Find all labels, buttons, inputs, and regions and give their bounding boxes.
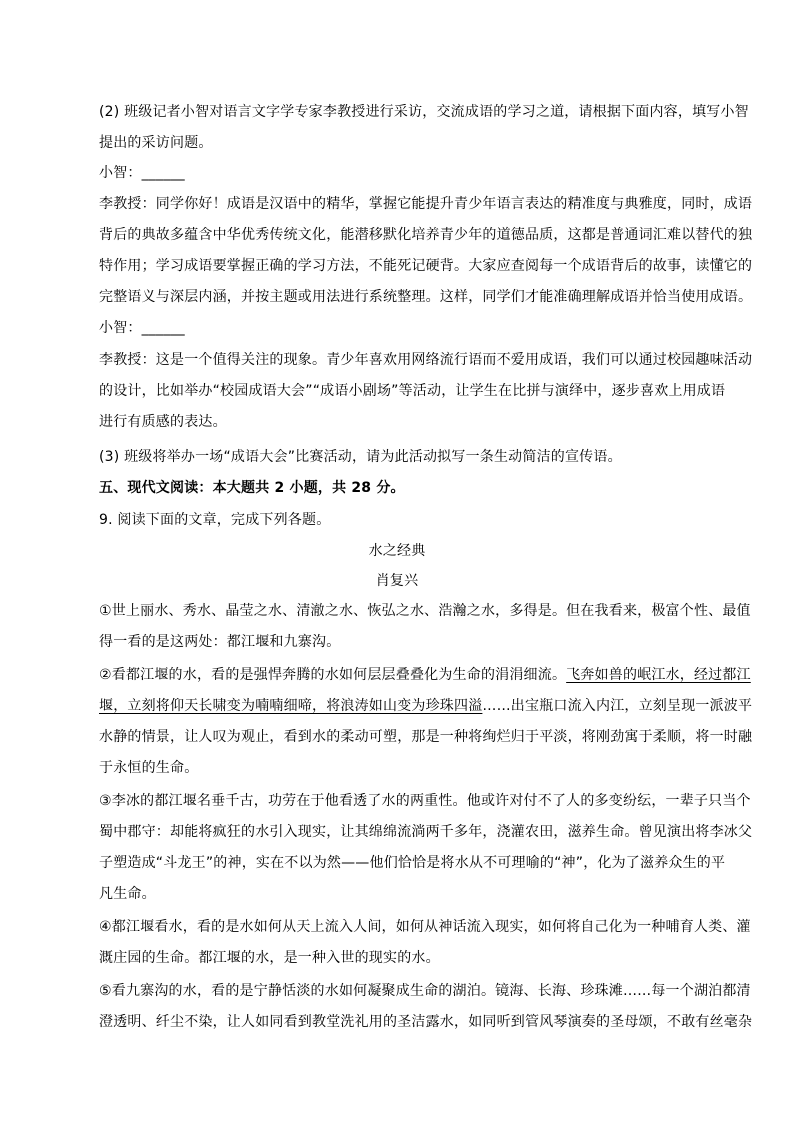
paragraph-2-line-3: 水静的情景，让人叹为观止，看到水的柔动可塑，那是一种将绚烂归于平淡，将刚劲寓于柔顺，将一时融 [99,729,753,745]
article-title: 水之经典 [368,543,426,559]
professor-reply-1-line-3: 特作用；学习成语要掌握正确的学习方法，不能死记硬背。大家应查阅每一个成语背后的故事，读懂它的 [99,258,753,274]
professor-reply-1-line-4: 完整语义与深层内涵，并按主题或用法进行系统整理。这样，同学们才能准确理解成语并恰当使用成语。 [99,289,753,305]
q9-prompt: 9. 阅读下面的文章，完成下列各题。 [99,512,331,528]
paragraph-2-text: ②看都江堰的水，看的是强悍奔腾的水如何层层叠叠化为生命的涓涓细流。 [99,667,567,683]
paragraph-2-line-2 [99,696,753,716]
paragraph-3-line-2: 蜀中郡守：却能将疯狂的水引入现实，让其绵绵流淌两千多年，浇灌农田，滋养生命。曾见演出将李冰父 [99,824,753,840]
xiaozhi-answer-2: 小智：______ [99,320,185,336]
paragraph-4-line-1: ④都江堰看水，看的是水如何从天上流入人间，如何从神话流入现实，如何将自己化为一种哺育人类、灌 [99,919,751,935]
paragraph-5-line-1: ⑤看九寨沟的水，看的是宁静恬淡的水如何凝聚成生命的湖泊。镜海、长海、珍珠滩……每一个湖泊都清 [99,983,751,999]
paragraph-1-line-2: 得一看的是这两处：都江堰和九寨沟。 [99,634,341,650]
paragraph-2-underlined-text: 飞奔如兽的岷江水，经过都江 [566,667,751,683]
q3-prompt: (3) 班级将举办一场“成语大会”比赛活动，请为此活动拟写一条生动简洁的宣传语。 [99,449,622,465]
paragraph-3-line-4: 凡生命。 [99,886,156,902]
paragraph-2-underlined-text-cont: 堰，立刻将仰天长啸变为喃喃细啼，将浪涛如山变为珍珠四溢 [99,698,483,714]
paragraph-2-line-4: 于永恒的生命。 [99,760,199,776]
section-5-heading: 五、现代文阅读：本大题共 2 小题，共 28 分。 [99,480,405,496]
professor-reply-1-line-2: 背后的典故多蕴含中华优秀传统文化，能潜移默化培养青少年的道德品质，这都是普通词汇难以替代的独 [99,227,753,243]
professor-reply-2-line-2: 的设计，比如举办“校园成语大会”“成语小剧场”等活动，让学生在比拼与演绎中，逐步喜欢上用成语 [99,383,726,399]
paragraph-4-line-2: 溉庄园的生命。都江堰的水，是一种入世的现实的水。 [99,950,440,966]
paragraph-2-text-cont: ……出宝瓶口流入内江，立刻呈现一派波平 [482,698,753,714]
paragraph-5-line-2: 澄透明、纤尘不染，让人如同看到教堂洗礼用的圣洁露水，如同听到管风琴演奏的圣母颂，不敢有丝毫杂 [99,1014,753,1030]
professor-reply-2-line-3: 进行有质感的表达。 [99,414,227,430]
paragraph-2-line-1 [99,665,751,685]
q2-prompt-line-1: (2) 班级记者小智对语言文字学专家李教授进行采访，交流成语的学习之道，请根据下面内容，填写小智 [99,104,749,120]
paragraph-1-line-1: ①世上丽水、秀水、晶莹之水、清澈之水、恢弘之水、浩瀚之水，多得是。但在我看来，极富个性、最值 [99,603,751,619]
article-author: 肖复兴 [375,573,419,589]
xiaozhi-answer-1: 小智：______ [99,165,185,181]
professor-reply-2-line-1: 李教授：这是一个值得关注的现象。青少年喜欢用网络流行语而不爱用成语，我们可以通过校园趣味活动 [99,352,753,368]
professor-reply-1-line-1: 李教授：同学你好！成语是汉语中的精华，掌握它能提升青少年语言表达的精准度与典雅度，同时，成语 [99,196,753,212]
q2-prompt-line-2: 提出的采访问题。 [99,135,213,151]
paragraph-3-line-1: ③李冰的都江堰名垂千古，功劳在于他看透了水的两重性。他或许对付不了人的多变纷纭，一辈子只当个 [99,793,751,809]
paragraph-3-line-3: 子塑造成“斗龙王”的神，实在不以为然——他们恰恰是将水从不可理喻的“神”，化为了滋养众生的平 [99,855,726,871]
